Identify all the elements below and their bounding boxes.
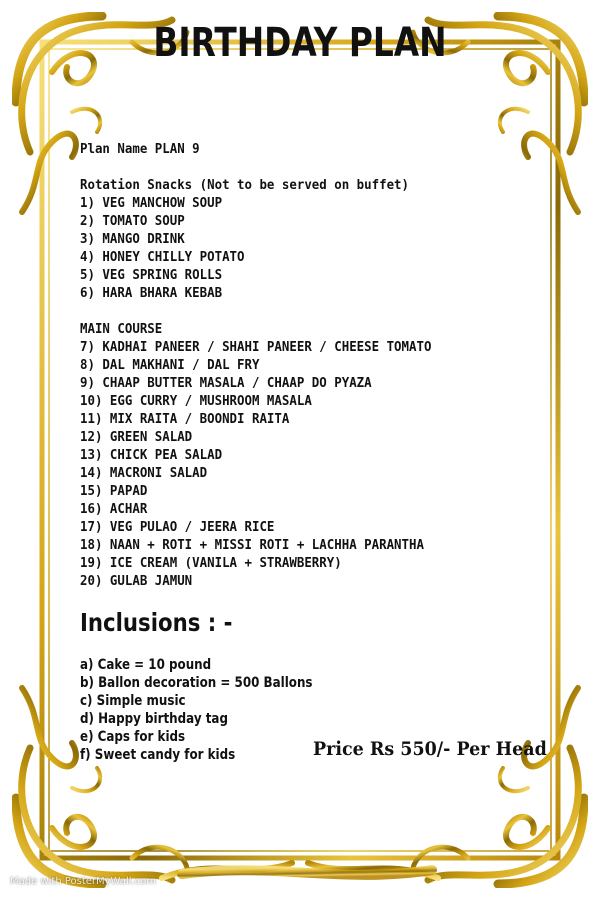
list-item: 17) VEG PULAO / JEERA RICE	[80, 519, 275, 535]
spacer	[80, 302, 540, 320]
list-item: 12) GREEN SALAD	[80, 429, 193, 445]
list-item: 18) NAAN + ROTI + MISSI ROTI + LACHHA PARANTHA	[80, 537, 424, 553]
list-item: 3) MANGO DRINK	[80, 231, 185, 247]
list-item: e) Caps for kids	[80, 729, 186, 745]
list-item: 10) EGG CURRY / MUSHROOM MASALA	[80, 393, 312, 409]
snacks-heading: Rotation Snacks (Not to be served on buffet)	[80, 177, 410, 193]
page-title: BIRTHDAY PLAN	[153, 20, 447, 66]
list-item: 1) VEG MANCHOW SOUP	[80, 195, 223, 211]
price-per-head: Price Rs 550/- Per Head	[313, 738, 547, 760]
list-item: 11) MIX RAITA / BOONDI RAITA	[80, 411, 290, 427]
list-item: 20) GULAB JAMUN	[80, 573, 193, 589]
list-item: b) Ballon decoration = 500 Ballons	[80, 675, 313, 691]
list-item: 19) ICE CREAM (VANILA + STRAWBERRY)	[80, 555, 342, 571]
list-item: 6) HARA BHARA KEBAB	[80, 285, 223, 301]
list-item: f) Sweet candy for kids	[80, 747, 236, 763]
list-item: 16) ACHAR	[80, 501, 148, 517]
main-course-heading: MAIN COURSE	[80, 321, 163, 337]
menu-content	[80, 140, 540, 764]
spacer	[80, 158, 540, 176]
list-item: 7) KADHAI PANEER / SHAHI PANEER / CHEESE TOMATO	[80, 339, 432, 355]
snacks-list	[80, 194, 540, 302]
list-item: 4) HONEY CHILLY POTATO	[80, 249, 245, 265]
inclusions-heading: Inclusions : -	[80, 608, 233, 637]
list-item: c) Simple music	[80, 693, 186, 709]
list-item: 14) MACRONI SALAD	[80, 465, 208, 481]
list-item: a) Cake = 10 pound	[80, 657, 212, 673]
list-item: 8) DAL MAKHANI / DAL FRY	[80, 357, 260, 373]
plan-name: Plan Name PLAN 9	[80, 141, 200, 157]
list-item: d) Happy birthday tag	[80, 711, 228, 727]
list-item: 5) VEG SPRING ROLLS	[80, 267, 223, 283]
list-item: 13) CHICK PEA SALAD	[80, 447, 223, 463]
main-course-list	[80, 338, 540, 590]
list-item: 2) TOMATO SOUP	[80, 213, 185, 229]
watermark[interactable]: Made with PosterMyWall.com	[10, 876, 157, 887]
list-item: 15) PAPAD	[80, 483, 148, 499]
list-item: 9) CHAAP BUTTER MASALA / CHAAP DO PYAZA	[80, 375, 372, 391]
